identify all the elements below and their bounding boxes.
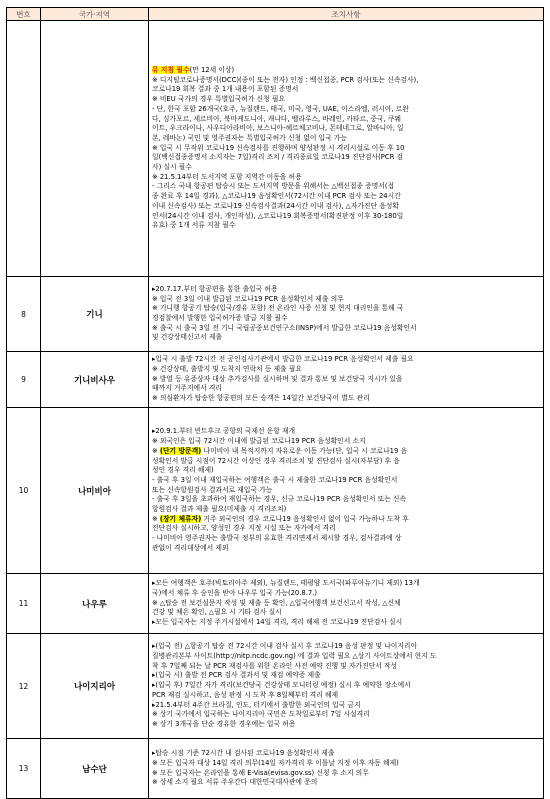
line-text: ▸모든 입국자는 지정 주거시설에서 14일 격리, 격리 해제 전 코로나19 진단검사 실시 bbox=[152, 618, 403, 627]
measure-line-text bbox=[152, 759, 399, 769]
table-row bbox=[7, 352, 544, 408]
line-text: 유효) 중 1개 서류 지참 필수 bbox=[152, 221, 236, 230]
advisory-sheet bbox=[6, 7, 543, 799]
measure-line-text bbox=[152, 221, 235, 231]
measure-line-text bbox=[152, 375, 402, 385]
measure-line bbox=[152, 324, 541, 334]
measure-line-text bbox=[152, 710, 370, 720]
measure-line bbox=[152, 495, 541, 505]
measure-line bbox=[152, 618, 541, 628]
line-text: - 나미비아 영주권자는 출발국 정부의 유효한 격리면제서 제시할 경우, 검사결과에 상 bbox=[152, 534, 402, 543]
country-name: 기니 bbox=[41, 277, 149, 352]
line-text: 또는 신속항원검사 결과서로 재입국 가능 bbox=[152, 485, 273, 494]
measure-line bbox=[152, 105, 541, 115]
measure-line-text bbox=[152, 173, 302, 183]
line-text: ※ 발열 등 유증상자 대상 추가검사를 실시하며 및 결과 통보 및 보건당국 지시가 있을 bbox=[152, 374, 403, 383]
highlighted-term: 뮤 지침 필수 bbox=[152, 66, 190, 75]
country-name: 나이지리아 bbox=[41, 634, 149, 739]
table-row bbox=[7, 408, 544, 574]
measure-line-text bbox=[152, 324, 417, 334]
measure-line bbox=[152, 333, 541, 343]
measure-line bbox=[152, 466, 541, 476]
line-text: ※ 외국인은 입국 72시간 이내에 발급된 코로나19 PCR 음성확인서 소지 bbox=[152, 437, 366, 446]
measure-line-text bbox=[152, 457, 400, 467]
line-text: 성인 경우 격리 해제) bbox=[152, 466, 214, 475]
measure-line-text bbox=[152, 589, 317, 599]
measure-line bbox=[152, 384, 541, 394]
measure-line-text bbox=[152, 608, 282, 618]
measure-line-text bbox=[152, 304, 403, 314]
measure-line bbox=[152, 173, 541, 183]
measure-line bbox=[152, 524, 541, 534]
line-text: ※ 모든 입국자는 온라인을 통해 E-Visa(evisa.gov.ss) 신청 후 소지 의무 bbox=[152, 768, 369, 777]
measure-line-text bbox=[152, 355, 414, 365]
line-text: (만 12세 이상) bbox=[189, 66, 235, 75]
measure-line bbox=[152, 221, 541, 231]
line-text: ※ 상세 소지 필요 서류 주우간다 대한민국대사관에 문의 bbox=[152, 778, 318, 787]
line-text: - 그리스 국내 항공편 탑승시 또는 도서지역 방문을 위해서는 △백신접종 증명서(접 bbox=[152, 182, 395, 191]
line-text: 때까지 거주지에서 격리 bbox=[152, 384, 222, 393]
note-mark: ※ bbox=[152, 514, 160, 523]
line-text: 인서(24시간 이내 검사, 개인작성), △코로나19 회복증명서(확진판정 이후 30-180일 bbox=[152, 211, 404, 220]
measure-line-text bbox=[152, 544, 229, 554]
measure-line-text bbox=[152, 720, 295, 730]
line-text: 경검찰에서 발행한 입국허가증 발급 지참 필수 bbox=[152, 314, 288, 322]
measure-line bbox=[152, 163, 541, 173]
row-number: 13 bbox=[7, 739, 41, 799]
line-text: ※ 디지털코로나증명서(DCC)(종이 또는 전자) 인정 : 백신접종, PCR 검사(또는 신속검사), bbox=[152, 75, 419, 84]
measure-line-text bbox=[152, 534, 401, 544]
line-text: ▸(입국 시) 출발 전 PCR 검사 결과서 및 재검 예약증 제출 bbox=[152, 671, 321, 680]
measure-line bbox=[152, 144, 541, 154]
row-number: 8 bbox=[7, 277, 41, 352]
measure-line bbox=[152, 76, 541, 86]
row-number: 10 bbox=[7, 408, 41, 574]
measure-line bbox=[152, 182, 541, 192]
measure-line bbox=[152, 115, 541, 125]
measure-line-text bbox=[152, 515, 409, 525]
country-name: 기니비사우 bbox=[41, 352, 149, 408]
measures-cell bbox=[149, 352, 544, 408]
measure-line-text bbox=[152, 333, 222, 343]
line-text: 종 완료 후 14일 경과), △코로나19 음성확인서(72시간 이내 PCR 검사 또는 24시간 bbox=[152, 192, 401, 201]
line-text: ▸모든 여행객은 호주(빅토리아주 제외), 뉴질랜드, 태평양 도서국(파푸아뉴기니 제외) 13개 bbox=[152, 579, 420, 588]
measure-line-text bbox=[152, 701, 361, 711]
measure-line bbox=[152, 212, 541, 222]
measure-line bbox=[152, 759, 541, 769]
row-number bbox=[7, 21, 41, 277]
measure-line bbox=[152, 192, 541, 202]
table-header-row bbox=[7, 8, 544, 21]
measures-cell bbox=[149, 574, 544, 634]
measure-line bbox=[152, 769, 541, 779]
row-number: 11 bbox=[7, 574, 41, 634]
measure-line bbox=[152, 599, 541, 609]
line-text: ※ △탑승 전 보건설문지 작성 및 제출 등 확인, △입국여행객 보건신고서 작성, △신체 bbox=[152, 598, 401, 607]
row-number: 9 bbox=[7, 352, 41, 408]
measure-line-text bbox=[152, 66, 234, 76]
line-text: 나미비아 내 목적지까지 자유로운 이동 가능(단, 입국 시 코로나19 음 bbox=[201, 446, 408, 455]
measure-line bbox=[152, 66, 541, 76]
measure-line-text bbox=[152, 212, 403, 222]
line-text: 이내 신속검사) 또는 코로나19 신속검사결과(24시간 이내 검사), △자가진단 음성확 bbox=[152, 201, 399, 210]
measure-line-text bbox=[152, 476, 397, 486]
measure-line-text bbox=[152, 105, 409, 115]
measure-line bbox=[152, 457, 541, 467]
measure-line-text bbox=[152, 314, 288, 324]
measure-line bbox=[152, 314, 541, 324]
measure-line-text bbox=[152, 134, 347, 144]
measure-line-text bbox=[152, 652, 436, 662]
measure-line bbox=[152, 652, 541, 662]
measure-line-text bbox=[152, 437, 366, 447]
line-text: 이트, 우크라이나, 사우디아라비아, 보스니아-헤르체고비나, 몬테네그로, 알바니아, 일 bbox=[152, 124, 404, 133]
measure-line-text bbox=[152, 447, 407, 457]
measure-line bbox=[152, 710, 541, 720]
table-row bbox=[7, 634, 544, 739]
measure-line bbox=[152, 589, 541, 599]
line-text: ※ 입국 시 무작위 코로나19 신속검사를 진행하며 양성판정 시 격리시설로 이동 후 10 bbox=[152, 143, 405, 152]
measure-line-text bbox=[152, 163, 192, 173]
line-text: 및 건강상태신고서 제출 bbox=[152, 333, 222, 342]
line-text: ▸입국 시 출발 72시간 전 공인검사기관에서 발급한 코로나19 PCR 음성확인서 제출 필요 bbox=[152, 355, 414, 364]
measure-line-text bbox=[152, 202, 399, 212]
line-text: ▸21.5.4부터 4주간 브라질, 인도, 터키에서 출발한 외국인의 입국 금지 bbox=[152, 700, 361, 709]
measure-line bbox=[152, 427, 541, 437]
measure-line-text bbox=[152, 95, 285, 105]
measure-line bbox=[152, 486, 541, 496]
header-measures: 조치사항 bbox=[149, 8, 544, 21]
measure-line bbox=[152, 720, 541, 730]
measure-line-text bbox=[152, 384, 222, 394]
measure-line bbox=[152, 749, 541, 759]
header-country: 국가·지역 bbox=[41, 8, 149, 21]
measure-line-text bbox=[152, 662, 397, 672]
measure-line-text bbox=[152, 486, 272, 496]
highlighted-term: (단기 방문객) bbox=[159, 446, 202, 455]
measure-line bbox=[152, 295, 541, 305]
measure-line bbox=[152, 642, 541, 652]
line-text: 진단검사 실시하고, 양성인 경우 지정 시설 또는 자가에서 격리 bbox=[152, 524, 336, 533]
line-text: ※ 출국 시 출국 3일 전 기니 국립공중보건연구소(INSP)에서 발급한 코로나19 음성확인서 bbox=[152, 323, 417, 332]
line-text: ▸(입국 전) △항공기 탑승 전 72시간 이내 검사 실시 후 코로나19 음성 판정 및 나이지리아 bbox=[152, 642, 418, 651]
line-text: ▸20.7.17.부터 항공편을 통한 출입국 허용 bbox=[152, 284, 278, 293]
measure-line bbox=[152, 505, 541, 515]
measure-line-text bbox=[152, 681, 411, 691]
line-text: ▸(입국 후) 7일간 자가 격리(보건당국 건강상태 모니터링 예정) 실시 후 예약한 장소에서 bbox=[152, 681, 411, 690]
line-text: ※ 기니행 항공기 탑승(입국/경유 포함) 전 온라인 사증 신청 및 현지 대리인을 통해 국 bbox=[152, 304, 404, 313]
country-measures-table bbox=[6, 7, 544, 799]
line-text: ※ 21.5.14부터 도서지역 포함 지역간 이동을 허용 bbox=[152, 172, 302, 181]
country-name bbox=[41, 21, 149, 277]
measure-line-text bbox=[152, 144, 404, 154]
measures-cell bbox=[149, 408, 544, 574]
line-text: - 출국 후 3일 이내 재입국하는 여행객은 출국 시 제출한 코로나19 PCR 음성확인서 bbox=[152, 475, 398, 484]
line-text: ▸20.9.1.부터 빈트후크 공항의 국제선 운항 재개 bbox=[152, 427, 296, 436]
measure-line bbox=[152, 285, 541, 295]
line-text: 질병관리본부 사이트(http://nitp.ncdc.gov.ng) 에 결과 입력 필요 △상기 사이트상에서 현지 도 bbox=[152, 652, 437, 661]
line-text: 코로나19 회복 결과 중 1개 내용이 포함된 증명서 bbox=[152, 85, 299, 94]
measure-line bbox=[152, 365, 541, 375]
table-row bbox=[7, 277, 544, 352]
measure-line bbox=[152, 85, 541, 95]
measure-line-text bbox=[152, 427, 295, 437]
line-text: 사) 실시 필수 bbox=[152, 163, 192, 172]
measure-line-text bbox=[152, 76, 418, 86]
measure-line-text bbox=[152, 124, 404, 134]
line-text: ※ 비EU 국가의 경우 특별입국허가 신청 필요 bbox=[152, 95, 285, 104]
line-text: 항원검사 결과 제출 필요(미제출 시 격리조치) bbox=[152, 505, 287, 514]
line-text: 다, 싱가포르, 세르비아, 북마케도니아, 캐나다, 벨라루스, 바레인, 카타르, 중국, 쿠웨 bbox=[152, 114, 401, 123]
measure-line bbox=[152, 394, 541, 404]
measure-line-text bbox=[152, 295, 344, 305]
line-text: 일(백신접종증명서 소지자는 7일)격리 조치 / 격리종료일 코로나19 진단검사(PCR 검 bbox=[152, 153, 404, 162]
line-text: 관없이 격리대상에서 제외 bbox=[152, 543, 229, 552]
measure-line bbox=[152, 544, 541, 554]
measure-line bbox=[152, 437, 541, 447]
measure-line bbox=[152, 304, 541, 314]
table-row bbox=[7, 21, 544, 277]
measure-line bbox=[152, 202, 541, 212]
line-text: - 출국 후 3일을 초과하여 재입국하는 경우, 신규 코로나19 PCR 음성확인서 또는 신속 bbox=[152, 495, 407, 504]
row-number: 12 bbox=[7, 634, 41, 739]
measure-line-text bbox=[152, 365, 302, 375]
measure-line bbox=[152, 579, 541, 589]
measure-line bbox=[152, 95, 541, 105]
measure-line-text bbox=[152, 579, 420, 589]
measure-line-text bbox=[152, 599, 401, 609]
country-name: 나우루 bbox=[41, 574, 149, 634]
measure-line bbox=[152, 355, 541, 365]
measure-line-text bbox=[152, 285, 278, 295]
measure-line bbox=[152, 375, 541, 385]
measure-line-text bbox=[152, 466, 214, 476]
measure-line bbox=[152, 124, 541, 134]
line-text: 착 후 7일째 되는 날 PCR 재검사를 위한 온라인 사전 예약 진행 및 자가진단서 작성 bbox=[152, 661, 398, 670]
measure-line-text bbox=[152, 524, 336, 534]
line-text: ▸탑승 시점 기준 72시간 내 검사된 코로나19 음성확인서 제출 bbox=[152, 749, 335, 758]
measure-line-text bbox=[152, 192, 401, 202]
measure-line-text bbox=[152, 769, 369, 779]
measures-cell bbox=[149, 739, 544, 799]
line-text: ※ 의심환자가 탑승한 항공편의 모든 승객은 14일간 보건당국이 별도 관리 bbox=[152, 394, 370, 403]
measure-line-text bbox=[152, 85, 298, 95]
line-text: ※ 상기 3개국을 단순 경유한 경우에는 입국 허용 bbox=[152, 719, 296, 728]
table-row bbox=[7, 574, 544, 634]
line-text: ※ 건강상태, 출발지 및 도착지 연락처 등 제출 필요 bbox=[152, 364, 302, 373]
measure-line bbox=[152, 134, 541, 144]
measure-line bbox=[152, 153, 541, 163]
measure-line bbox=[152, 608, 541, 618]
measure-line-text bbox=[152, 691, 338, 701]
line-text: - 단, 한국 포함 26개국(호주, 뉴질랜드, 태국, 미국, 영국, UAE, 이스라엘, 러시아, 르완 bbox=[152, 104, 409, 113]
measure-line-text bbox=[152, 671, 321, 681]
highlighted-term: (장기 체류자) bbox=[159, 514, 202, 523]
measure-line bbox=[152, 515, 541, 525]
measure-line-text bbox=[152, 115, 401, 125]
measure-line-text bbox=[152, 778, 317, 788]
line-text: 거주 외국인의 경우 코로나19 음성확인서 없이 입국 가능하나 도착 후 bbox=[201, 514, 409, 523]
line-text: 건강 및 체온 확인, △필요 시 기타 검사 실시 bbox=[152, 608, 282, 617]
measure-line bbox=[152, 476, 541, 486]
line-text: PCR 재검 실시하고, 음성 판정 시 도착 후 8일째부터 격리 해제 bbox=[152, 690, 339, 699]
note-mark: ※ bbox=[152, 446, 160, 455]
line-text: 본, 레바논) 국민 및 영주권자는 특별입국허가 신청 없이 입국 가능 bbox=[152, 133, 347, 142]
header-number: 번호 bbox=[7, 8, 41, 21]
country-name: 남수단 bbox=[41, 739, 149, 799]
measure-line bbox=[152, 681, 541, 691]
measure-line-text bbox=[152, 495, 406, 505]
measure-line-text bbox=[152, 394, 370, 404]
table-body bbox=[7, 21, 544, 799]
measures-cell bbox=[149, 634, 544, 739]
country-name: 나미비아 bbox=[41, 408, 149, 574]
measure-line-text bbox=[152, 505, 286, 515]
measure-line-text bbox=[152, 618, 402, 628]
line-text: ※ 입국 전 3일 이내 발급된 코로나19 PCR 음성확인서 제출 의무 bbox=[152, 294, 344, 303]
measure-line-text bbox=[152, 642, 417, 652]
line-text: ※ 상기 국가에서 입국하는 나이지리아 국민은 도착일로부터 7일 시설격리 bbox=[152, 710, 370, 719]
measures-cell bbox=[149, 21, 544, 277]
measures-cell bbox=[149, 277, 544, 352]
table-row bbox=[7, 739, 544, 799]
measure-line bbox=[152, 447, 541, 457]
measure-line bbox=[152, 534, 541, 544]
line-text: 성확인서 발급 시점이 72시간 이상인 경우 격리조치 및 진단검사 실시(자부담) 후 음 bbox=[152, 456, 400, 465]
measure-line bbox=[152, 671, 541, 681]
line-text: ※ 모든 입국자 대상 14일 격리 의무(14일 자가격리 후 이틀날 지정 이후 자동 해제) bbox=[152, 758, 399, 767]
measure-line bbox=[152, 778, 541, 788]
measure-line bbox=[152, 701, 541, 711]
measure-line-text bbox=[152, 182, 394, 192]
line-text: 국)에서 체류 후 승인을 받아 나우루 입국 가능(20.8.7.) bbox=[152, 588, 318, 597]
measure-line bbox=[152, 662, 541, 672]
measure-line-text bbox=[152, 749, 334, 759]
measure-line-text bbox=[152, 153, 403, 163]
measure-line bbox=[152, 691, 541, 701]
